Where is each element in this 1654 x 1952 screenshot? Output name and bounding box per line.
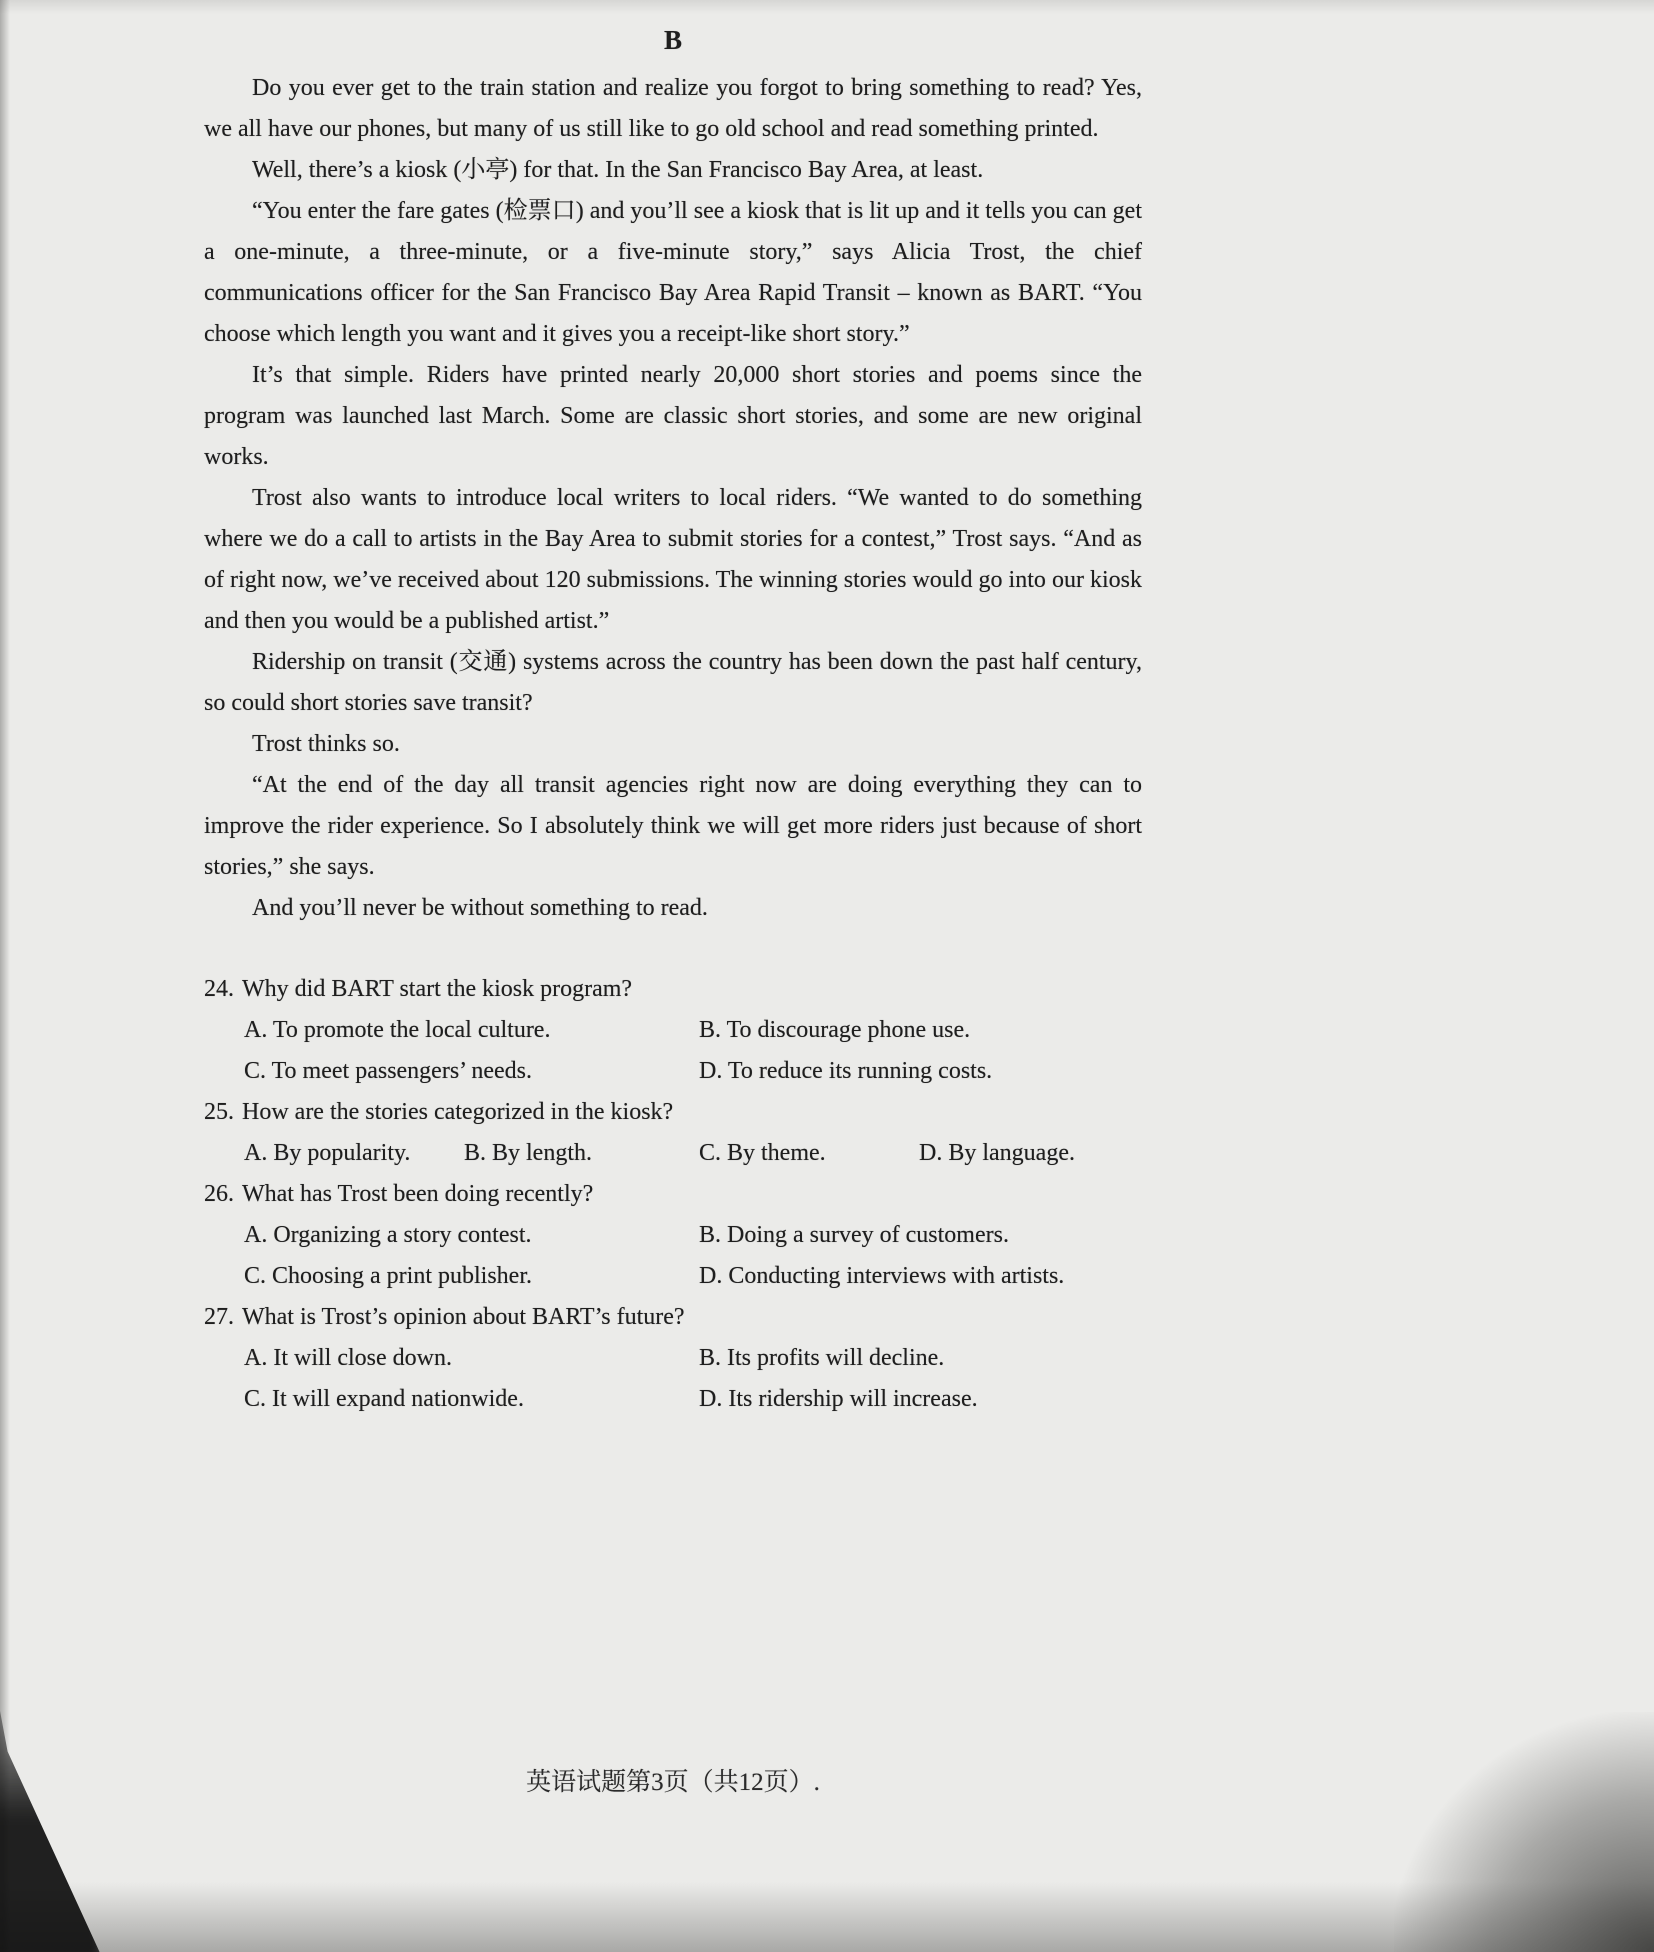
- option-26-b: B. Doing a survey of customers.: [699, 1222, 1009, 1248]
- page-content: [204, 18, 1142, 1420]
- question-24-options: [204, 1010, 1142, 1092]
- section-label: B: [663, 25, 682, 55]
- question-text: Why did BART start the kiosk program?: [242, 976, 633, 1002]
- question-25-head: [204, 1092, 1142, 1133]
- question-number: 24.: [204, 976, 234, 1002]
- passage-paragraph: “You enter the fare gates (检票口) and you’ll see a kiosk that is lit up and it tells you can get a one-minute, a three-minute, or a five-minute story,” says Alicia Trost, the chief communications officer for the San Francisco Bay Area Rapid Transit – known as BART. “You choose which length you want and it gives you a receipt-like short story.”: [204, 198, 1142, 347]
- option-27-c: C. It will expand nationwide.: [244, 1386, 524, 1412]
- scan-shadow-bottom-right: [1394, 1712, 1654, 1952]
- question-26-head: [204, 1174, 1142, 1215]
- question-number: 27.: [204, 1304, 234, 1330]
- question-25-options: [204, 1133, 1142, 1174]
- question-24: [204, 969, 1142, 1092]
- option-26-a: A. Organizing a story contest.: [244, 1222, 532, 1248]
- option-25-b: B. By length.: [464, 1140, 593, 1166]
- scan-shadow-bottom-edge: [0, 1882, 1654, 1952]
- option-27-d: D. Its ridership will increase.: [699, 1386, 978, 1412]
- scan-shadow-left-edge: [0, 0, 10, 1952]
- passage-paragraph: “At the end of the day all transit agencies right now are doing everything they can to improve the rider experience. So I absolutely think we will get more riders just because of short stories,” she says.: [204, 772, 1142, 880]
- scan-shadow-top-edge: [0, 0, 1654, 14]
- option-25-c: C. By theme.: [699, 1140, 826, 1166]
- scan-shadow-bottom-left: [0, 1636, 106, 1952]
- option-24-c: C. To meet passengers’ needs.: [244, 1058, 533, 1084]
- option-26-c: C. Choosing a print publisher.: [244, 1263, 532, 1289]
- passage-paragraph: Trost also wants to introduce local writers to local riders. “We wanted to do something where we do a call to artists in the Bay Area to submit stories for a contest,” Trost says. “And as of right now, we’ve received about 120 submissions. The winning stories would go into our kiosk and then you would be a published artist.”: [204, 485, 1142, 634]
- option-26-d: D. Conducting interviews with artists.: [699, 1263, 1065, 1289]
- questions-section: [204, 969, 1142, 1420]
- question-24-head: [204, 969, 1142, 1010]
- question-27: [204, 1297, 1142, 1420]
- option-27-b: B. Its profits will decline.: [699, 1345, 945, 1371]
- page-footer: 英语试题第3页（共12页）.: [526, 1769, 820, 1796]
- question-27-options: [204, 1338, 1142, 1420]
- question-25: [204, 1092, 1142, 1174]
- question-number: 25.: [204, 1099, 234, 1125]
- passage-paragraph: Ridership on transit (交通) systems across the country has been down the past half century, so could short stories save transit?: [204, 649, 1142, 716]
- option-25-a: A. By popularity.: [244, 1140, 411, 1166]
- question-number: 26.: [204, 1181, 234, 1207]
- option-25-d: D. By language.: [919, 1140, 1075, 1166]
- reading-passage: [204, 68, 1142, 929]
- question-text: How are the stories categorized in the kiosk?: [242, 1099, 674, 1125]
- passage-paragraph: It’s that simple. Riders have printed nearly 20,000 short stories and poems since the program was launched last March. Some are classic short stories, and some are new original works.: [204, 362, 1142, 470]
- option-24-b: B. To discourage phone use.: [699, 1017, 971, 1043]
- passage-paragraph: Trost thinks so.: [252, 731, 400, 757]
- question-26-options: [204, 1215, 1142, 1297]
- question-26: [204, 1174, 1142, 1297]
- option-24-a: A. To promote the local culture.: [244, 1017, 551, 1043]
- option-24-d: D. To reduce its running costs.: [699, 1058, 993, 1084]
- question-27-head: [204, 1297, 1142, 1338]
- passage-paragraph: Well, there’s a kiosk (小亭) for that. In the San Francisco Bay Area, at least.: [252, 157, 984, 183]
- passage-paragraph: And you’ll never be without something to read.: [252, 895, 708, 921]
- option-27-a: A. It will close down.: [244, 1345, 452, 1371]
- question-text: What is Trost’s opinion about BART’s future?: [242, 1304, 685, 1330]
- question-text: What has Trost been doing recently?: [242, 1181, 594, 1207]
- passage-paragraph: Do you ever get to the train station and realize you forgot to bring something to read? Yes, we all have our phones, but many of us still like to go old school and read something printed.: [204, 75, 1142, 142]
